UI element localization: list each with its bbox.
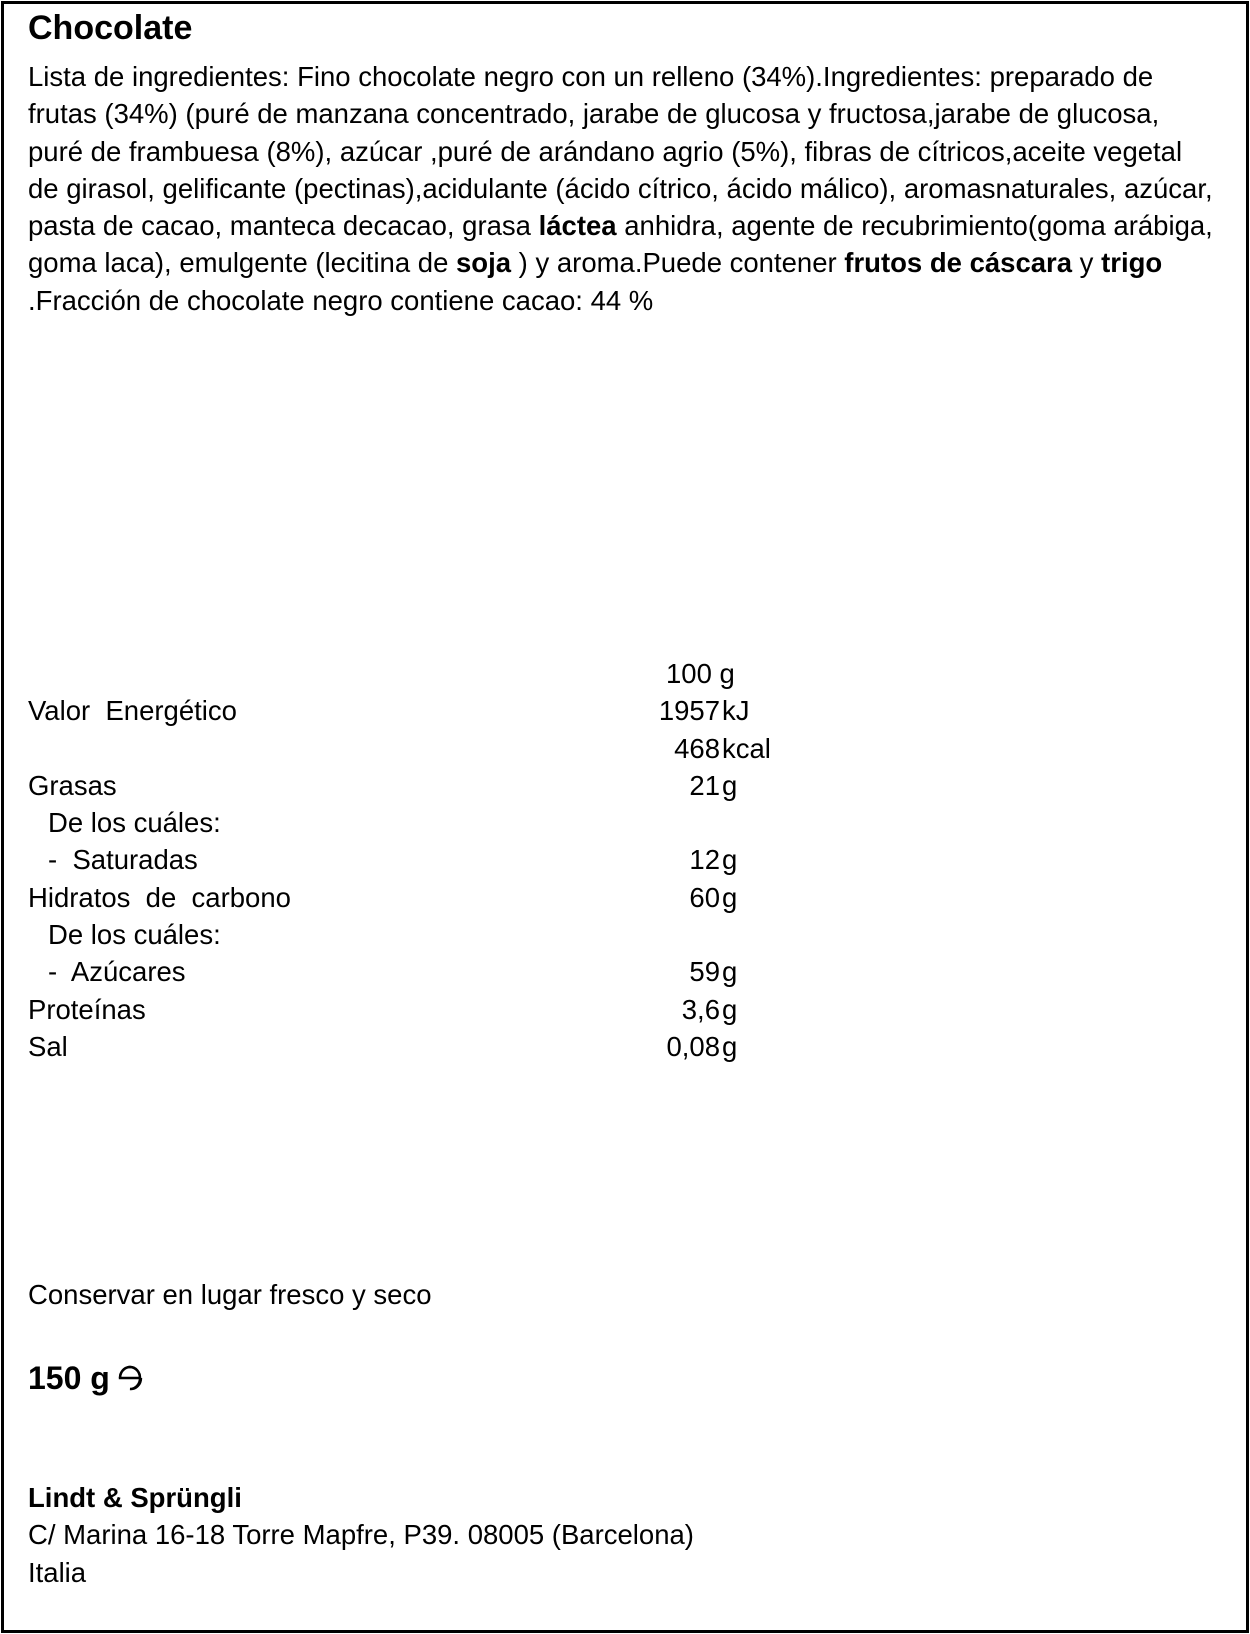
nutrition-label: Valor Energético xyxy=(28,695,237,727)
nutrition-row xyxy=(28,1028,788,1065)
ingredients-text: Lista de ingredientes: Fino chocolate negro con un relleno (34%).Ingredientes: preparado de frutas (34%) (puré de manzana concentrado, jarabe de glucosa y fructosa,jarabe de glucosa, puré de frambuesa (8%), azúcar ,puré de arándano agrio (5%), fibras de cítricos,aceite vegetal de girasol, gelificante (pectinas),acidulante (ácido cítrico, ácido málico), aromasnaturales, azúcar, pasta de cacao, manteca decacao, grasa xyxy=(28,61,1213,242)
company-info xyxy=(28,1479,694,1591)
allergen-text: trigo xyxy=(1101,247,1163,279)
ingredients-text: y xyxy=(1072,247,1102,279)
nutrition-row xyxy=(28,991,788,1028)
net-weight-value: 150 g xyxy=(28,1360,110,1396)
nutrition-row xyxy=(28,916,788,953)
nutrition-label: - Saturadas xyxy=(48,844,198,876)
nutrition-value: 1957 xyxy=(658,695,720,727)
nutrition-row xyxy=(28,730,788,767)
nutrition-unit: kcal xyxy=(722,732,771,764)
allergen-text: frutos de cáscara xyxy=(844,247,1073,279)
nutrition-label: De los cuáles: xyxy=(48,919,221,951)
nutrition-unit: g xyxy=(722,881,738,913)
nutrition-row xyxy=(28,879,788,916)
nutrition-unit: kJ xyxy=(722,695,750,727)
nutrition-unit: g xyxy=(722,769,738,801)
nutrition-unit: g xyxy=(722,993,738,1025)
company-address: C/ Marina 16-18 Torre Mapfre, P39. 08005 (Barcelona) xyxy=(28,1519,694,1551)
nutrition-unit: g xyxy=(722,1030,738,1062)
nutrition-label: - Azúcares xyxy=(48,956,186,988)
nutrition-header-per-100g: 100 g xyxy=(666,658,735,689)
nutrition-label: Proteínas xyxy=(28,993,146,1025)
nutrition-label: De los cuáles: xyxy=(48,807,221,839)
nutrition-row xyxy=(28,692,788,729)
storage-instructions: Conservar en lugar fresco y seco xyxy=(28,1279,432,1310)
allergen-text: láctea xyxy=(538,210,617,242)
ingredients-text: .Fracción de chocolate negro contiene cacao: 44 % xyxy=(28,284,654,316)
label-frame xyxy=(1,1,1249,1633)
ingredients-list xyxy=(28,58,1218,319)
ingredients-text: ) y aroma.Puede contener xyxy=(511,247,845,279)
nutrition-unit: g xyxy=(722,956,738,988)
nutrition-row xyxy=(28,804,788,841)
nutrition-value: 60 xyxy=(689,881,720,913)
nutrition-header xyxy=(28,655,788,692)
nutrition-value: 12 xyxy=(689,844,720,876)
nutrition-unit: g xyxy=(722,844,738,876)
nutrition-table xyxy=(28,655,788,1065)
nutrition-row xyxy=(28,841,788,878)
nutrition-label: Sal xyxy=(28,1030,68,1062)
nutrition-label: Hidratos de carbono xyxy=(28,881,291,913)
nutrition-row xyxy=(28,767,788,804)
nutrition-label: Grasas xyxy=(28,769,117,801)
product-title: Chocolate xyxy=(28,9,193,47)
nutrition-value: 3,6 xyxy=(681,993,720,1025)
e-mark-icon xyxy=(114,1362,146,1394)
allergen-text: soja xyxy=(456,247,512,279)
ingredients-text: anhidra, agente de recubrimiento(goma arábiga, goma laca), emulgente (lecitina de xyxy=(28,210,1213,279)
net-weight xyxy=(28,1358,146,1398)
nutrition-value: 59 xyxy=(689,956,720,988)
nutrition-row xyxy=(28,953,788,990)
company-name: Lindt & Sprüngli xyxy=(28,1482,242,1513)
nutrition-value: 468 xyxy=(674,732,720,764)
nutrition-value: 21 xyxy=(689,769,720,801)
nutrition-value: 0,08 xyxy=(666,1030,720,1062)
company-country: Italia xyxy=(28,1556,87,1588)
